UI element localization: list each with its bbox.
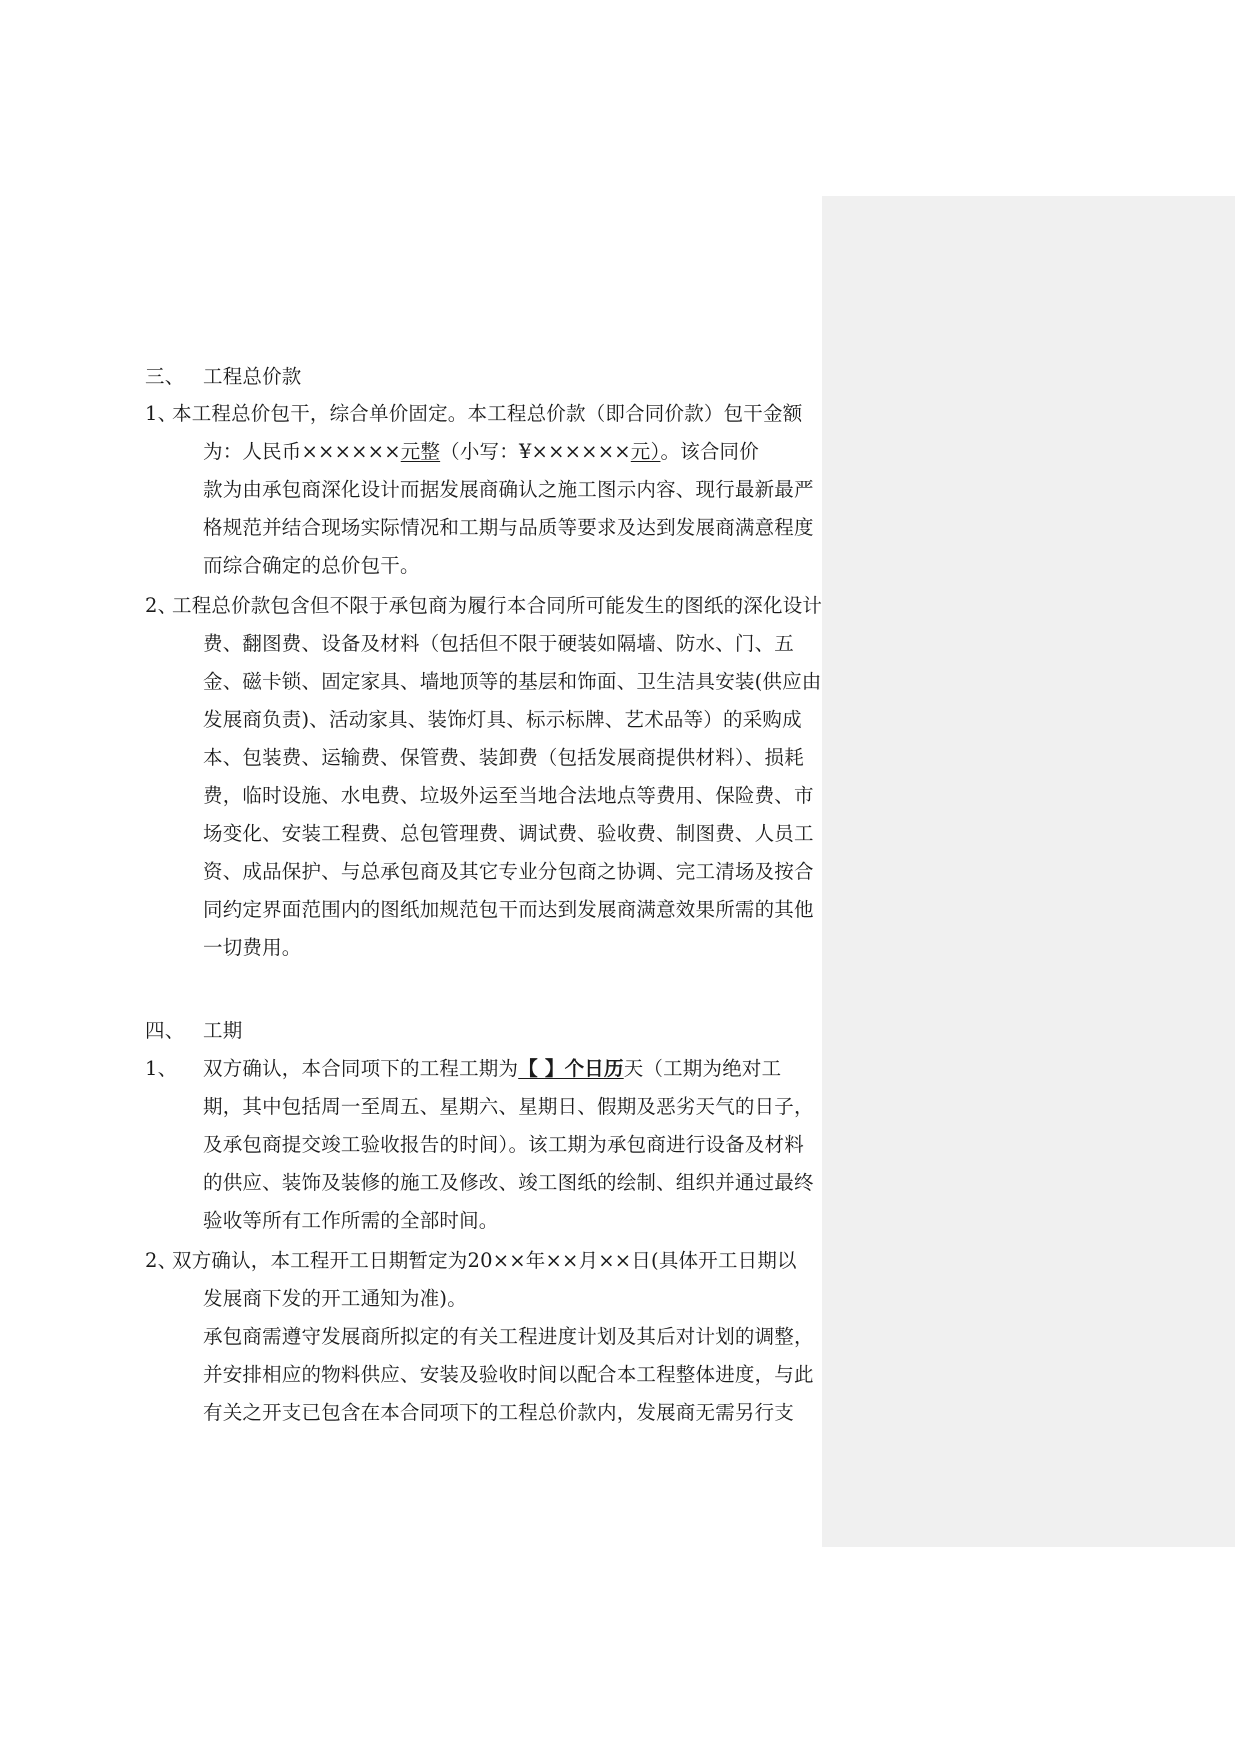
underlined-text: 元整 [400, 440, 441, 463]
text: 发展商负责)、活动家具、装饰灯具、标示标牌、艺术品等）的采购成 [203, 708, 802, 731]
text: 一切费用。 [203, 936, 302, 959]
text: 工程总价款包含但不限于承包商为履行本合同所可能发生的图纸的深化设计 [172, 594, 823, 617]
text: 双方确认，本工程开工日期暂定为20××年××月××日(具体开工日期以 [172, 1249, 797, 1272]
section-title: 工程总价款 [203, 365, 302, 388]
text: 资、成品保护、与总承包商及其它专业分包商之协调、完工清场及按合 [203, 860, 814, 883]
item-number: 2、 [145, 594, 178, 617]
text: 本工程总价包干，综合单价固定。本工程总价款（即合同价款）包干金额 [172, 402, 803, 425]
text: 并安排相应的物料供应、安装及验收时间以配合本工程整体进度，与此 [203, 1363, 814, 1386]
item-number: 1、 [145, 1057, 178, 1080]
text: （小写：¥×××××× [440, 440, 631, 463]
text: 本、包装费、运输费、保管费、装卸费（包括发展商提供材料）、损耗 [203, 746, 804, 769]
text: 期，其中包括周一至周五、星期六、星期日、假期及恶劣天气的日子， [203, 1095, 814, 1118]
text: 费，临时设施、水电费、垃圾外运至当地合法地点等费用、保险费、市 [203, 784, 814, 807]
text-run [203, 1053, 781, 1085]
text: 同约定界面范围内的图纸加规范包干而达到发展商满意效果所需的其他 [203, 898, 814, 921]
text: 发展商下发的开工通知为准)。 [203, 1287, 467, 1310]
underlined-text: 元） [630, 440, 661, 463]
text: 验收等所有工作所需的全部时间。 [203, 1209, 499, 1232]
text: 为：人民币×××××× [203, 440, 401, 463]
text: 双方确认，本合同项下的工程工期为 [203, 1057, 519, 1080]
text: 承包商需遵守发展商所拟定的有关工程进度计划及其后对计划的调整， [203, 1325, 814, 1348]
text: 格规范并结合现场实际情况和工期与品质等要求及达到发展商满意程度 [203, 516, 814, 539]
text: 。该合同价 [660, 440, 759, 463]
text: 的供应、装饰及装修的施工及修改、竣工图纸的绘制、组织并通过最终 [203, 1171, 814, 1194]
text-run [203, 436, 759, 468]
text: 天（工期为绝对工 [623, 1057, 782, 1080]
section-number: 三、 [145, 365, 185, 388]
text: 场变化、安装工程费、总包管理费、调试费、验收费、制图费、人员工 [203, 822, 814, 845]
comment-pane [822, 196, 1235, 1547]
text: 有关之开支已包含在本合同项下的工程总价款内，发展商无需另行支 [203, 1401, 795, 1424]
underlined-text: 【 】个日历 [518, 1057, 624, 1080]
text: 费、翻图费、设备及材料（包括但不限于硬装如隔墙、防水、门、五 [203, 632, 795, 655]
item-number: 1、 [145, 402, 178, 425]
section-title: 工期 [203, 1019, 243, 1042]
text: 款为由承包商深化设计而据发展商确认之施工图示内容、现行最新最严 [203, 478, 814, 501]
text: 及承包商提交竣工验收报告的时间）。该工期为承包商进行设备及材料 [203, 1133, 804, 1156]
item-number: 2、 [145, 1249, 178, 1272]
section-number: 四、 [145, 1019, 185, 1042]
text: 金、磁卡锁、固定家具、墙地顶等的基层和饰面、卫生洁具安装(供应由 [203, 670, 822, 693]
text: 而综合确定的总价包干。 [203, 554, 420, 577]
